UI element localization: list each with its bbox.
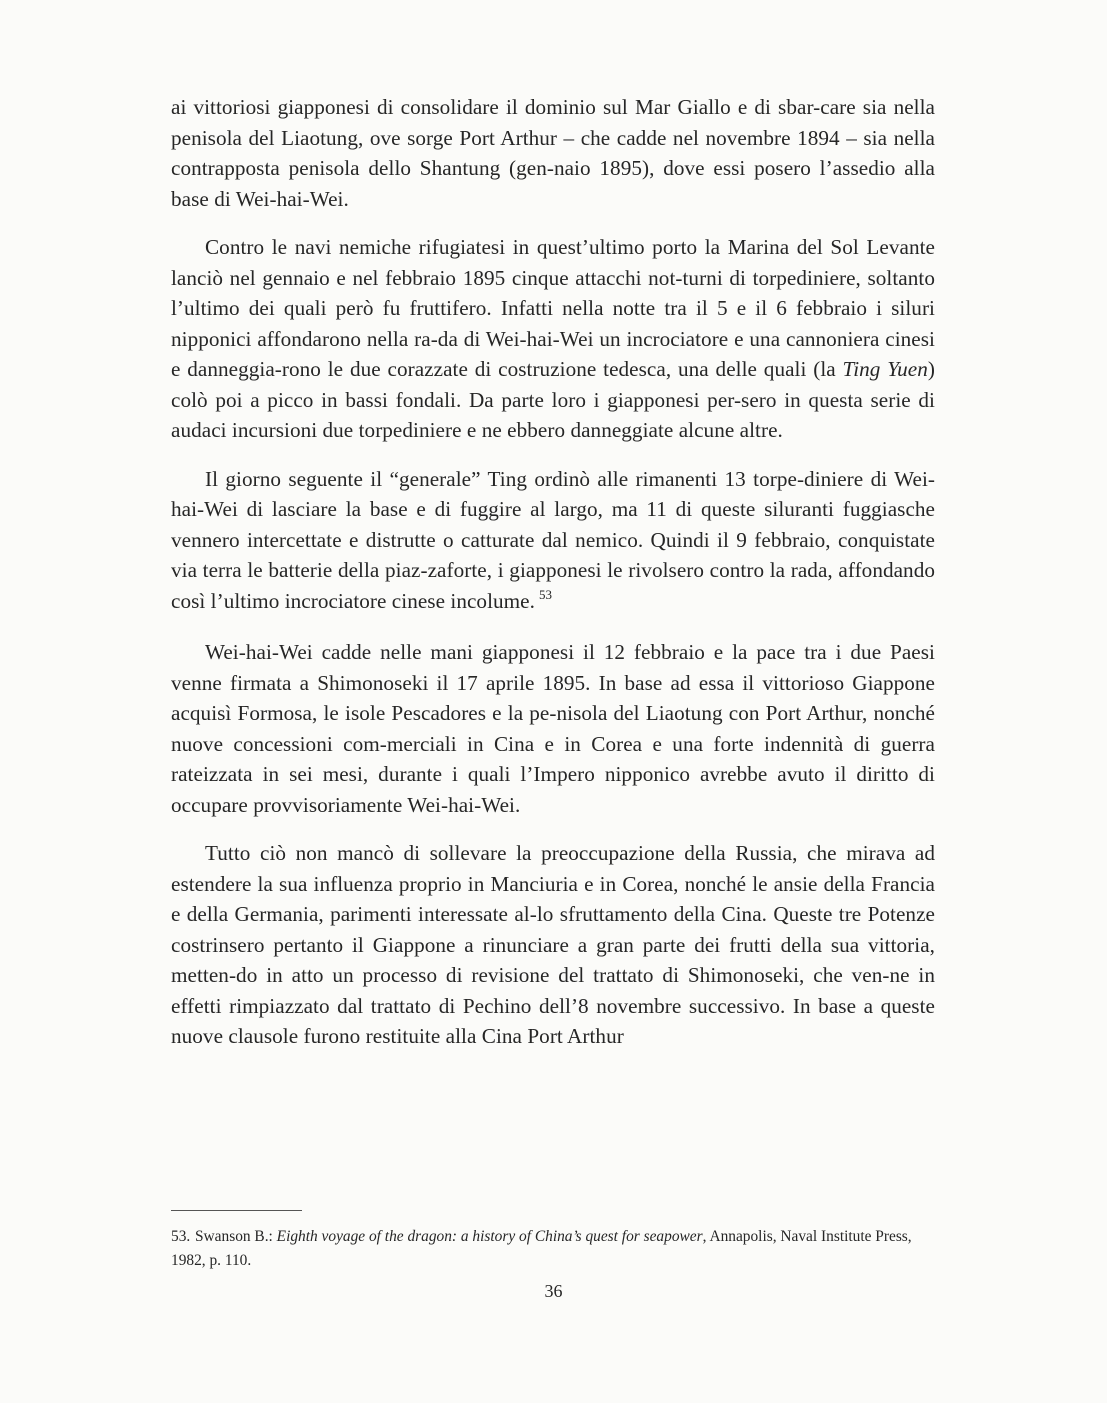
footnote-divider [171, 1210, 302, 1211]
paragraph-text: Il giorno seguente il “generale” Ting ordinò alle rimanenti 13 torpe-diniere di Wei-hai-Wei di lasciare la base e di fuggire al largo, ma 11 di queste siluranti fuggiasche vennero intercettate e distrutte o catturate dal nemico. Quindi il 9 febbraio, conquistate via terra le batterie della piaz-zaforte, i giapponesi le rivolsero contro la rada, affondando così l’ultimo incrociatore cinese incolume. [171, 466, 935, 613]
paragraph-text: ) colò poi a picco in bassi fondali. Da parte loro i giapponesi per-sero in questa serie di audaci incursioni due torpediniere e ne ebbero danneggiate alcune altre. [171, 357, 935, 442]
paragraph [171, 637, 935, 820]
footnote-details: , Annapolis, Naval Institute Press, 1982, p. 110. [171, 1228, 912, 1269]
body-text [171, 92, 935, 1070]
paragraph-text: ai vittoriosi giapponesi di consolidare il dominio sul Mar Giallo e di sbar-care sia nella penisola del Liaotung, ove sorge Port Arthur – che cadde nel novembre 1894 – sia nella contrapposta penisola dello Shantung (gen-naio 1895), dove essi posero l’assedio alla base di Wei-hai-Wei. [171, 95, 935, 211]
footnote-number: 53. [171, 1228, 191, 1245]
paragraph [171, 464, 935, 620]
paragraph [171, 92, 935, 214]
footnote-reference[interactable]: 53 [538, 586, 553, 602]
page-number: 36 [544, 1281, 563, 1301]
paragraph-text: Tutto ciò non mancò di sollevare la preoccupazione della Russia, che mirava ad estendere la sua influenza proprio in Manciuria e in Corea, nonché le ansie della Francia e della Germania, parimenti interessate al-lo sfruttamento della Cina. Queste tre Potenze costrinsero pertanto il Giappone a rinunciare a gran parte dei frutti della sua vittoria, metten-do in atto un processo di revisione del trattato di Shimonoseki, che ven-ne in effetti rimpiazzato dal trattato di Pechino dell’8 novembre successivo. In base a queste nuove clausole furono restituite alla Cina Port Arthur [171, 841, 935, 1048]
paragraph-text: Contro le navi nemiche rifugiatesi in quest’ultimo porto la Marina del Sol Levante lanciò nel gennaio e nel febbraio 1895 cinque attacchi not-turni di torpediniere, soltanto l’ultimo dei quali però fu fruttifero. Infatti nella notte tra il 5 e il 6 febbraio i siluri nipponici affondarono nella ra-da di Wei-hai-Wei un incrociatore e una cannoniera cinesi e danneggia-rono le due corazzate di costruzione tedesca, una delle quali (la [171, 235, 935, 381]
footnote [171, 1225, 941, 1273]
paragraph-text: Wei-hai-Wei cadde nelle mani giapponesi il 12 febbraio e la pace tra i due Paesi venne firmata a Shimonoseki il 17 aprile 1895. In base ad essa il vittorioso Giappone acquisì Formosa, le isole Pescadores e la pe-nisola del Liaotung con Port Arthur, nonché nuove concessioni com-merciali in Cina e in Corea e una forte indennità di guerra rateizzata in sei mesi, durante i quali l’Impero nipponico avrebbe avuto il diritto di occupare provvisoriamente Wei-hai-Wei. [171, 640, 935, 817]
footnote-title: Eighth voyage of the dragon: a history of China’s quest for seapower [276, 1228, 703, 1245]
paragraph [171, 838, 935, 1052]
paragraph [171, 232, 935, 446]
footnote-author: Swanson B.: [195, 1228, 277, 1245]
ship-name-italic: Ting Yuen [842, 357, 928, 381]
